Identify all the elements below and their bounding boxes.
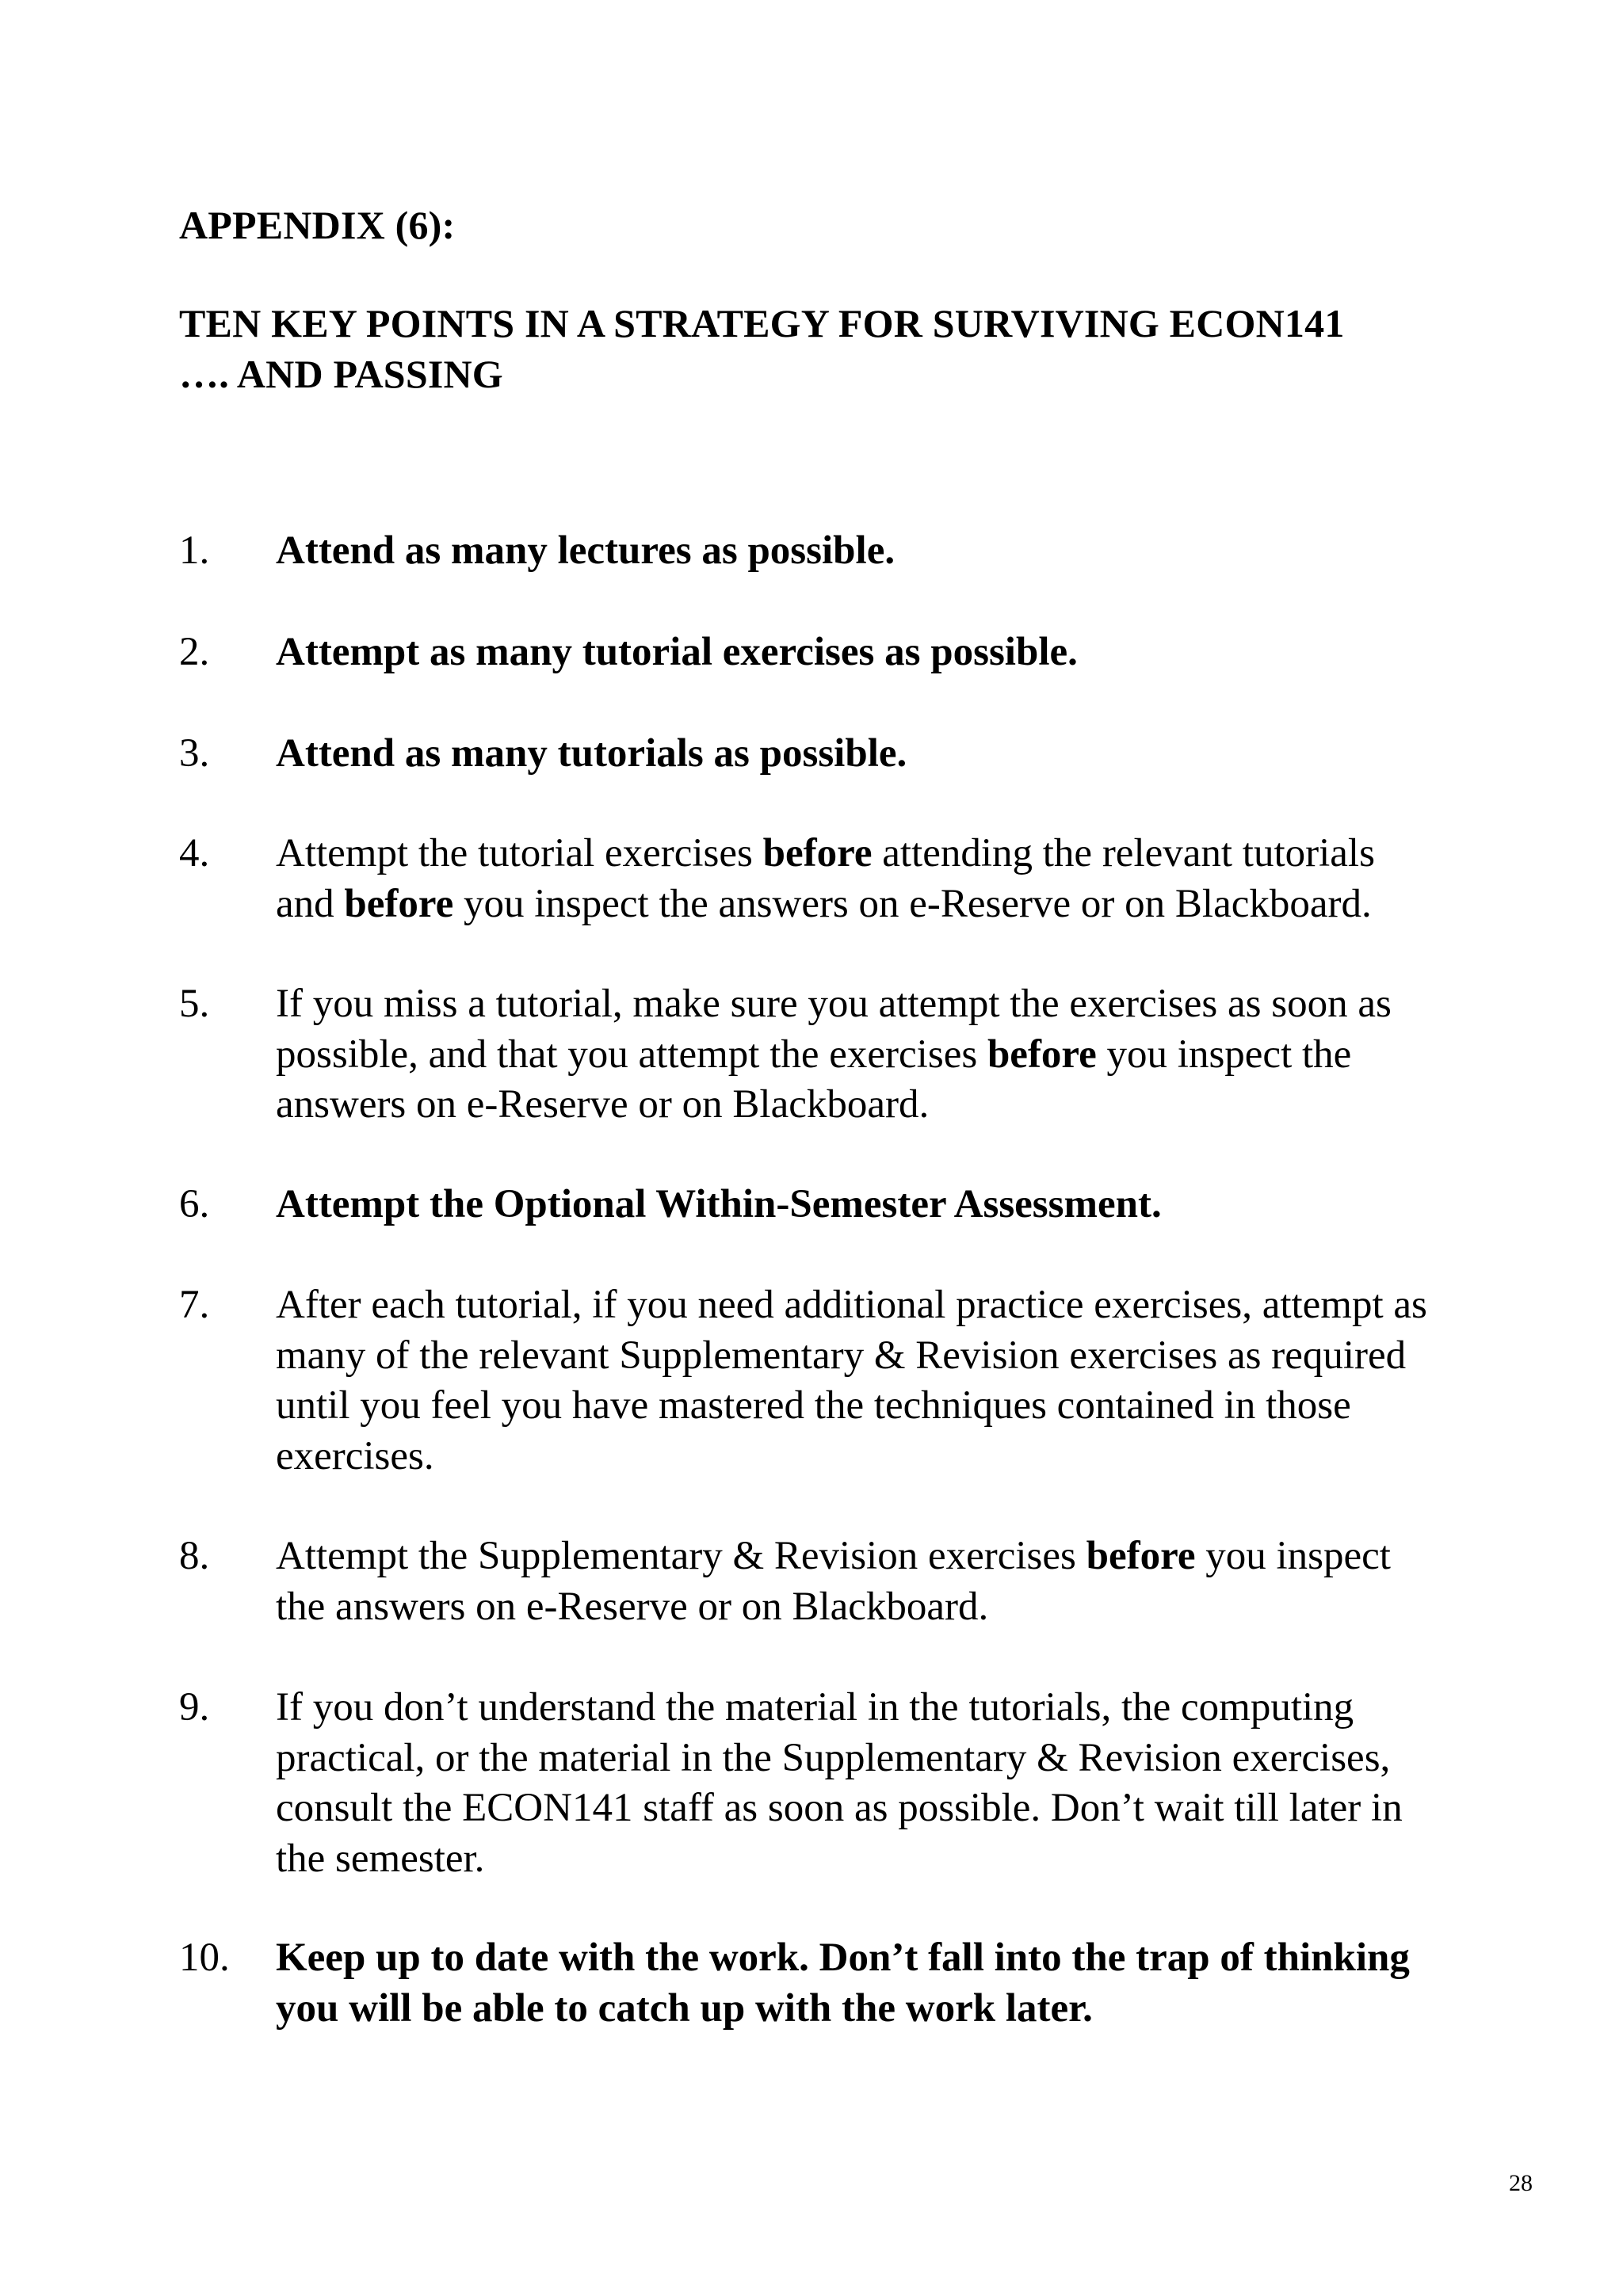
document-title [179,298,1345,399]
item-line: Attempt as many tutorial exercises as possible. [276,630,1078,674]
item-text [276,526,1542,577]
item-text [276,1280,1542,1482]
item-text [276,1683,1542,1884]
list-item-5 [179,979,1542,1131]
item-line: the semester. [276,1836,485,1881]
item-number: 9. [179,1685,210,1730]
item-text-segment: Attempt the Supplementary & Revision exercises [276,1534,1086,1578]
item-line: answers on e-Reserve or on Blackboard. [276,1082,930,1127]
item-text-segment: attending the relevant tutorials [872,831,1375,875]
item-line: until you feel you have mastered the techniques contained in those [276,1383,1351,1428]
item-number: 4. [179,831,210,875]
emphasis-before: before [987,1032,1097,1077]
item-text [276,627,1542,678]
item-text [276,1180,1542,1230]
item-number: 10. [179,1936,230,1980]
item-text [276,729,1542,780]
item-line [276,1531,1542,1582]
list-item-3 [179,729,1542,780]
list-item-4 [179,829,1542,929]
item-text-segment: you inspect [1195,1534,1391,1578]
item-text-segment: Attempt the tutorial exercises [276,831,763,875]
list-item-6 [179,1180,1542,1230]
item-number: 3. [179,731,210,776]
item-text [276,1531,1542,1632]
item-text [276,829,1542,929]
page-number: 28 [1509,2170,1533,2196]
item-line [276,879,1542,930]
item-number: 1. [179,528,210,573]
item-text-segment: possible, and that you attempt the exercises [276,1032,987,1077]
item-line: Attend as many tutorials as possible. [276,731,907,776]
item-number: 5. [179,982,210,1026]
emphasis-before: before [762,831,873,875]
item-number: 6. [179,1182,210,1226]
item-number: 2. [179,630,210,674]
item-text [276,1933,1542,2034]
item-line: Attempt the Optional Within-Semester Assessment. [276,1182,1162,1226]
item-line [276,1030,1542,1081]
item-line: consult the ECON141 staff as soon as possible. Don’t wait till later in [276,1786,1403,1830]
item-number: 8. [179,1534,210,1578]
list-item-9 [179,1683,1542,1884]
list-item-7 [179,1280,1542,1482]
item-number: 7. [179,1283,210,1327]
title-line-2: …. AND PASSING [179,352,503,396]
item-text-segment: and [276,881,345,926]
title-line-1: TEN KEY POINTS IN A STRATEGY FOR SURVIVING ECON141 [179,301,1345,345]
emphasis-before: before [1086,1534,1196,1578]
item-text-segment: you inspect the answers on e-Reserve or on Blackboard. [453,881,1372,926]
item-line: After each tutorial, if you need additional practice exercises, attempt as [276,1283,1427,1327]
item-text-segment: you inspect the [1096,1032,1352,1077]
list-item-2 [179,627,1542,678]
list-item-10 [179,1933,1542,2034]
item-line: you will be able to catch up with the work later. [276,1985,1093,2031]
item-line: Keep up to date with the work. Don’t fall into the trap of thinking [276,1936,1410,1980]
item-line: If you miss a tutorial, make sure you attempt the exercises as soon as [276,982,1392,1026]
appendix-label: APPENDIX (6): [179,203,456,247]
item-line [276,829,1542,879]
item-line: many of the relevant Supplementary & Revision exercises as required [276,1333,1407,1378]
item-line: If you don’t understand the material in the tutorials, the computing [276,1685,1354,1730]
emphasis-before: before [344,881,454,926]
item-text [276,979,1542,1131]
item-line: Attend as many lectures as possible. [276,528,896,573]
item-line: exercises. [276,1433,434,1478]
list-item-1 [179,526,1542,577]
item-line: the answers on e-Reserve or on Blackboard. [276,1584,989,1629]
list-item-8 [179,1531,1542,1632]
item-line: practical, or the material in the Supplementary & Revision exercises, [276,1735,1391,1780]
